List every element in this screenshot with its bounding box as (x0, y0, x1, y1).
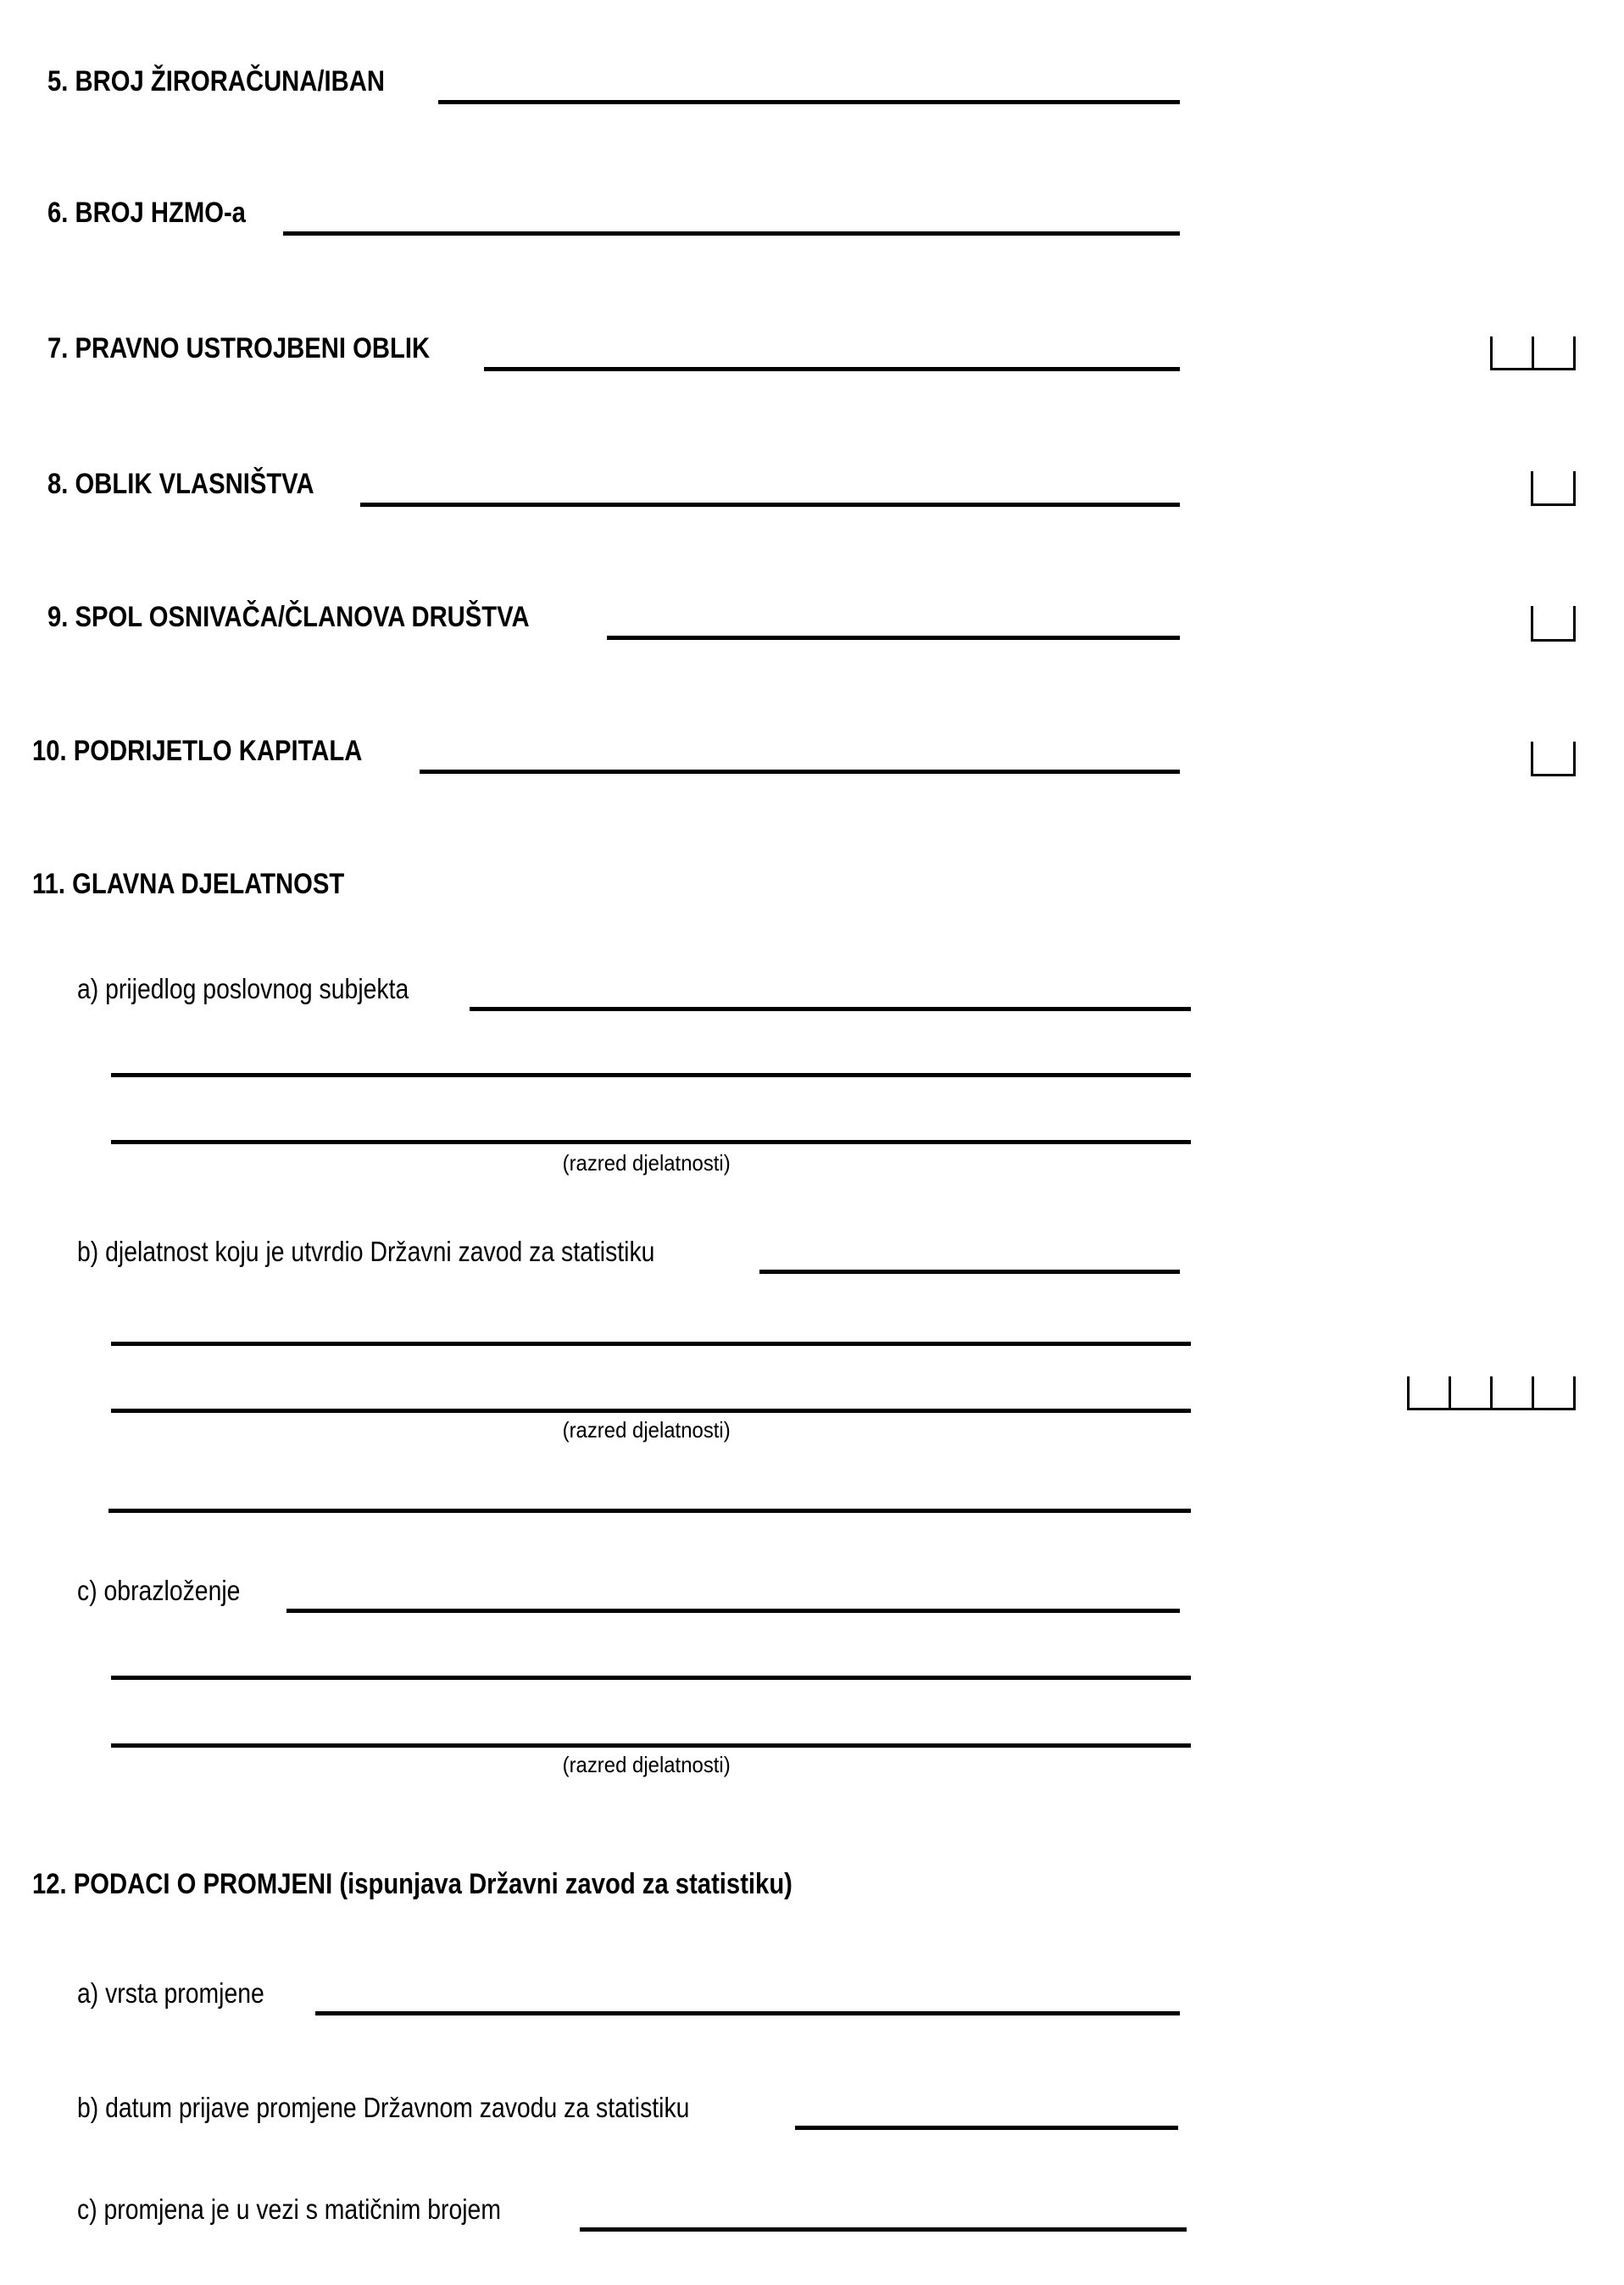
field-5-label (47, 64, 440, 98)
field-5-label-text: 5. BROJ ŽIRORAČUNA/IBAN (47, 65, 386, 97)
code-cell[interactable] (1531, 606, 1576, 639)
section-12a-label-text: a) vrsta promjene (77, 1977, 264, 2009)
section-11a-input-line-3[interactable] (111, 1140, 1191, 1144)
code-cell[interactable] (1532, 1376, 1576, 1408)
code-cell[interactable] (1407, 1376, 1449, 1408)
field-10-label-text: 10. PODRIJETLO KAPITALA (32, 735, 363, 767)
section-11b-input-line-4[interactable] (108, 1509, 1191, 1513)
section-11c-label (77, 1574, 267, 1608)
code-cell[interactable] (1490, 336, 1532, 368)
razred-djelatnosti-caption (435, 1150, 859, 1176)
razred-djelatnosti-caption-text: (razred djelatnosti) (562, 1752, 731, 1777)
field-6-input-line[interactable] (283, 231, 1180, 236)
section-12c-label (77, 2193, 570, 2227)
field-10-label (32, 734, 416, 768)
field-7-label-text: 7. PRAVNO USTROJBENI OBLIK (47, 332, 431, 364)
field-7-label (47, 331, 492, 365)
section-11-title (32, 867, 395, 901)
field-9-code-box[interactable] (1531, 606, 1576, 642)
section-12-title (32, 1867, 916, 1901)
section-11b-input-line-3[interactable] (111, 1409, 1191, 1413)
field-8-code-box[interactable] (1531, 471, 1576, 506)
section-11a-label-text: a) prijedlog poslovnog subjekta (77, 973, 409, 1004)
section-12c-label-text: c) promjena je u vezi s matičnim brojem (77, 2193, 501, 2225)
section-11b-code-boxes[interactable] (1407, 1376, 1576, 1410)
field-10-input-line[interactable] (420, 770, 1180, 774)
razred-djelatnosti-caption (435, 1752, 859, 1777)
field-6-label-text: 6. BROJ HZMO-a (47, 197, 246, 229)
section-12b-label-text: b) datum prijave promjene Državnom zavodu za statistiku (77, 2092, 690, 2123)
section-11c-input-line-2[interactable] (111, 1676, 1191, 1680)
section-11a-input-line-1[interactable] (470, 1007, 1191, 1011)
section-12a-label (77, 1976, 295, 2010)
section-11c-input-line-1[interactable] (286, 1609, 1180, 1613)
field-7-input-line[interactable] (484, 367, 1180, 371)
code-cell[interactable] (1532, 336, 1576, 368)
field-5-input-line[interactable] (438, 100, 1180, 104)
field-8-label (47, 467, 358, 501)
section-11b-label-text: b) djelatnost koju je utvrdio Državni zavod za statistiku (77, 1236, 655, 1267)
field-9-label (47, 600, 608, 634)
section-11a-label (77, 972, 463, 1006)
code-cell[interactable] (1490, 1376, 1532, 1408)
field-7-code-boxes[interactable] (1490, 336, 1576, 370)
razred-djelatnosti-caption (435, 1417, 859, 1443)
field-9-label-text: 9. SPOL OSNIVAČA/ČLANOVA DRUŠTVA (47, 601, 530, 633)
code-cell[interactable] (1531, 471, 1576, 503)
razred-djelatnosti-caption-text: (razred djelatnosti) (562, 1150, 731, 1176)
section-11a-input-line-2[interactable] (111, 1073, 1191, 1077)
field-8-input-line[interactable] (360, 503, 1180, 507)
field-9-input-line[interactable] (607, 636, 1180, 640)
section-11b-input-line-2[interactable] (111, 1342, 1191, 1346)
section-11c-label-text: c) obrazloženje (77, 1575, 241, 1606)
razred-djelatnosti-caption-text: (razred djelatnosti) (562, 1417, 731, 1443)
section-12b-input-line[interactable] (795, 2126, 1178, 2130)
code-cell[interactable] (1449, 1376, 1490, 1408)
field-6-label (47, 196, 278, 230)
section-11b-input-line-1[interactable] (759, 1270, 1180, 1274)
section-12b-label (77, 2091, 789, 2125)
section-11c-input-line-3[interactable] (111, 1743, 1191, 1748)
code-cell[interactable] (1531, 742, 1576, 774)
section-11b-label (77, 1235, 748, 1269)
section-11-title-text: 11. GLAVNA DJELATNOST (32, 868, 345, 900)
field-8-label-text: 8. OBLIK VLASNIŠTVA (47, 468, 314, 500)
section-12-title-text: 12. PODACI O PROMJENI (ispunjava Državni zavod za statistiku) (32, 1868, 793, 1900)
section-12a-input-line[interactable] (315, 2011, 1180, 2015)
section-12c-input-line[interactable] (580, 2227, 1187, 2232)
field-10-code-box[interactable] (1531, 742, 1576, 776)
